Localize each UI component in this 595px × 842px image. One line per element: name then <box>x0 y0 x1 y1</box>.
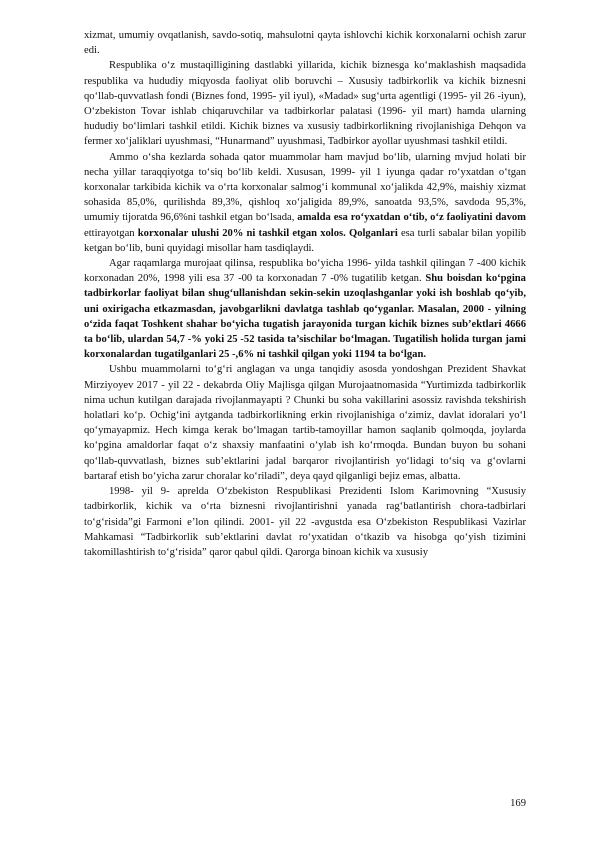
body-text: Agar raqamlarga murojaat qilinsa, respublika bo‘yicha 1996- yilda tashkil qilingan 7 -400 kichik korxonadan 20%, 1998 yili esa 37 -00 ta korxonadan 7 -0% tugatilib ketgan. <box>84 258 526 285</box>
body-text: Respublika o‘z mustaqilligining dastlabki yillarida, kichik biznesga ko‘maklashish maqsadida respublika va hududiy miqyosda faoliyat olib boruvchi – Xususiy tadbirkorlik va kichik biznesni qo‘llab-quvvatlash fondi (Biznes fond, 1995- yil iyul), «Madad» sug‘urta agentligi (1995- yil 26 -iyun), O‘zbekiston Tovar ishlab chiqaruvchilar va tadbirkorlar palatasi (1996- yil mart) hamda ularning hududiy bo‘limlari tashkil etildi. Kichik biznes va xususiy tadbirkorlikning rivojlanishiga Dehqon va fermer xo‘jaliklari uyushmasi, “Hunarmand” uyushmasi, Tadbirkor ayollar uyushmasi tashkil etildi. <box>84 60 526 148</box>
body-text: ettirayotgan <box>84 227 138 239</box>
paragraph <box>84 484 526 560</box>
bold-text: Shu boisdan ko‘pgina tadbirkorlar faoliyat bilan shug‘ullanishdan sekin-sekin uzoqlashganlar yoki ish boshlab qo‘yib, uni oxirigacha etkazmasdan, javobgarlikni davlatga tashlab qo‘yganlar. Masalan, 2000 - yilning o‘zida faqat Toshkent shahar bo‘yicha tugatish jarayonida turgan kichik biznes sub’ektlari 4666 ta bo‘lib, ulardan 54,7 -% yoki 25 -52 tasida ta’sischilar bo‘lmagan. Tugatilish holida turgan jami korxonalardan tugatilganlari 25 -,6% ni tashkil qilgan yoki 1194 ta bo‘lgan. <box>84 273 526 361</box>
body-text: 1998- yil 9- aprelda O‘zbekiston Respublikasi Prezidenti Islom Karimovning “Xususiy tadbirkorlik, kichik va o‘rta biznesni rivojlantirishni yanada rag‘batlantirish chora-tadbirlari to‘g‘risida”gi Farmoni e’lon qilindi. 2001- yil 22 -avgustda esa O‘zbekiston Respublikasi Vazirlar Mahkamasi “Tadbirkorlik sub’ektlarini davlat ro‘yxatidan o‘tkazib va hisobga qo‘yish tizimini takomillashtirish to‘g‘risida” qaror qabul qildi. Qarorga binoan kichik va xususiy <box>84 486 526 558</box>
paragraph <box>84 256 526 362</box>
body-text: Ammo o‘sha kezlarda sohada qator muammolar ham mavjud bo‘lib, ularning mvjud holati bir necha yillar taraqqiyotga to‘siq bo‘lib keldi. Xususan, 1999- yil 1 iyunga qadar ro‘yxatdan o‘tgan korxonalar tarkibida kichik va o‘rta korxonalar salmog‘i kommunal xo‘jalikda 42,9%, maishiy xizmat sohasida 85,0%, qurilishda 89,3%, qishloq xo‘jaligida 89,9%, sanoatda 93,5%, savdoda 95,3%, umumiy tijoratda 96,6%ni tashkil etgan bo‘lsada, <box>84 151 526 224</box>
body-text: Ushbu muammolarni to‘g‘ri anglagan va unga tanqidiy asosda yondoshgan Prezident Shavkat Mirziyoyev 2017 - yil 22 - dekabrda Oliy Majlisga qilgan Murojaatnomasida “Yurtimizda tadbirkorlik nima uchun kutilgan darajada rivojlanmayapti ? Chunki bu soha vakillarini asossiz ravishda tekshirish holatlari ko‘p. Ochig‘ini aytganda tadbirkorlikning erkin rivojlanishiga o‘zimiz, davlat idoralari yo‘l qo‘ymayapmiz. Hech kimga kerak bo‘lmagan tartib-tamoyillar hamon saqlanib qolmoqda, joylarda ko‘pgina amaldorlar faqat o‘z shaxsiy manfaatini o‘ylab ish ko‘rmoqda. Bundan buyon bu sohani qo‘llab-quvvatlash, biznes sub’ektlarini jadal barqaror rivojlantirish yo‘lidagi to‘siq va g‘ovlarni bartaraf etish bo‘yicha zarur choralar ko‘riladi”, deya qayd qilganligi bejiz emas, albatta. <box>84 364 526 482</box>
page-number: 169 <box>510 798 526 809</box>
paragraph <box>84 150 526 256</box>
paragraph <box>84 28 526 58</box>
paragraph <box>84 58 526 149</box>
document-page <box>84 28 526 560</box>
paragraph <box>84 362 526 484</box>
body-text: esa turli sabalar bilan yopilib ketgan bo‘lib, buni quyidagi misollar ham tasdiqlaydi. <box>84 227 526 254</box>
body-text: xizmat, umumiy ovqatlanish, savdo-sotiq, mahsulotni qayta ishlovchi kichik korxonalarni ochish zarur edi. <box>84 30 526 57</box>
bold-text: amalda esa ro‘yxatdan o‘tib, o‘z faoliyatini davom <box>297 212 526 224</box>
bold-text: korxonalar ulushi 20% ni tashkil etgan xolos. Qolganlari <box>137 227 398 239</box>
